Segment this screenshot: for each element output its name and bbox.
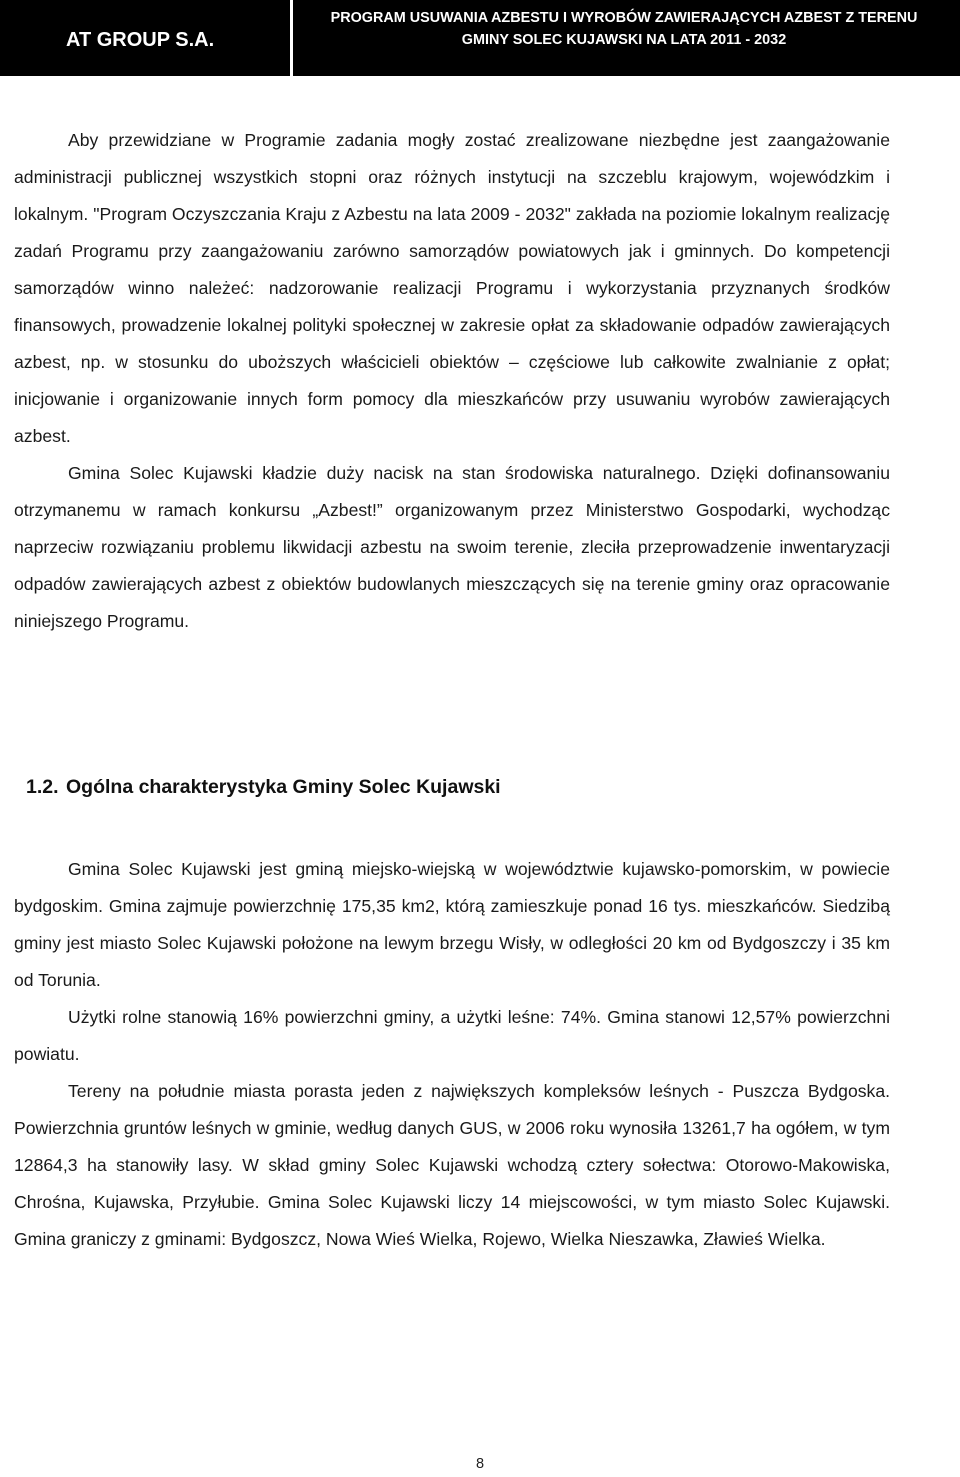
page-header: [0, 0, 960, 76]
program-title-line-2: GMINY SOLEC KUJAWSKI NA LATA 2011 - 2032: [461, 32, 787, 48]
section-title: Ogólna charakterystyka Gminy Solec Kujawski: [66, 776, 501, 798]
section-paragraph: Użytki rolne stanowią 16% powierzchni gminy, a użytki leśne: 74%. Gmina stanowi 12,57% powierzchni powiatu.: [14, 1007, 890, 1064]
section-text: [14, 851, 890, 1258]
page-number: 8: [475, 1456, 485, 1472]
section-heading: [26, 772, 501, 802]
intro-text: [14, 122, 890, 640]
section-paragraph: Gmina Solec Kujawski jest gminą miejsko-wiejską w województwie kujawsko-pomorskim, w powiecie bydgoskim. Gmina zajmuje powierzchnię 175,35 km2, którą zamieszkuje ponad 16 tys. mieszkańców. Siedzibą gminy jest miasto Solec Kujawski położone na lewym brzegu Wisły, w odległości 20 km od Bydgoszczy i 35 km od Torunia.: [14, 859, 890, 990]
section-number: 1.2.: [26, 776, 59, 798]
section-paragraph: Tereny na południe miasta porasta jeden z największych kompleksów leśnych - Puszcza Bydgoska. Powierzchnia gruntów leśnych w gminie, według danych GUS, w 2006 roku wynosiła 13261,7 ha ogółem, w tym 12864,3 ha stanowiły lasy. W skład gminy Solec Kujawski wchodzą cztery sołectwa: Otorowo-Makowiska, Chrośna, Kujawska, Przyłubie. Gmina Solec Kujawski liczy 14 miejscowości, w tym miasto Solec Kujawski. Gmina graniczy z gminami: Bydgoszcz, Nowa Wieś Wielka, Rojewo, Wielka Nieszawka, Zławieś Wielka.: [14, 1081, 890, 1249]
intro-paragraph: Gmina Solec Kujawski kładzie duży nacisk na stan środowiska naturalnego. Dzięki dofinansowaniu otrzymanemu w ramach konkursu „Azbest!” organizowanym przez Ministerstwo Gospodarki, wychodząc naprzeciw rozwiązaniu problemu likwidacji azbestu na swoim terenie, zleciła przeprowadzenie inwentaryzacji odpadów zawierających azbest z obiektów budowlanych mieszczących się na terenie gminy oraz opracowanie niniejszego Programu.: [14, 463, 890, 631]
program-title-line-1: PROGRAM USUWANIA AZBESTU I WYROBÓW ZAWIERAJĄCYCH AZBEST Z TERENU: [330, 10, 918, 26]
company-name: AT GROUP S.A.: [66, 29, 215, 51]
intro-paragraph: Aby przewidziane w Programie zadania mogły zostać zrealizowane niezbędne jest zaangażowanie administracji publicznej wszystkich stopni oraz różnych instytucji na szczeblu krajowym, wojewódzkim i lokalnym. "Program Oczyszczania Kraju z Azbestu na lata 2009 - 2032" zakłada na poziomie lokalnym realizację zadań Programu przy zaangażowaniu zarówno samorządów powiatowych jak i gminnych. Do kompetencji samorządów winno należeć: nadzorowanie realizacji Programu i wykorzystania przyznanych środków finansowych, prowadzenie lokalnej polityki społecznej w zakresie opłat za składowanie odpadów zawierających azbest, np. w stosunku do uboższych właścicieli obiektów – częściowe lub całkowite zwalnianie z opłat; inicjowanie i organizowanie innych form pomocy dla mieszkańców przy usuwaniu wyrobów zawierających azbest.: [14, 130, 890, 446]
program-title: [300, 7, 948, 51]
header-divider: [290, 0, 293, 76]
